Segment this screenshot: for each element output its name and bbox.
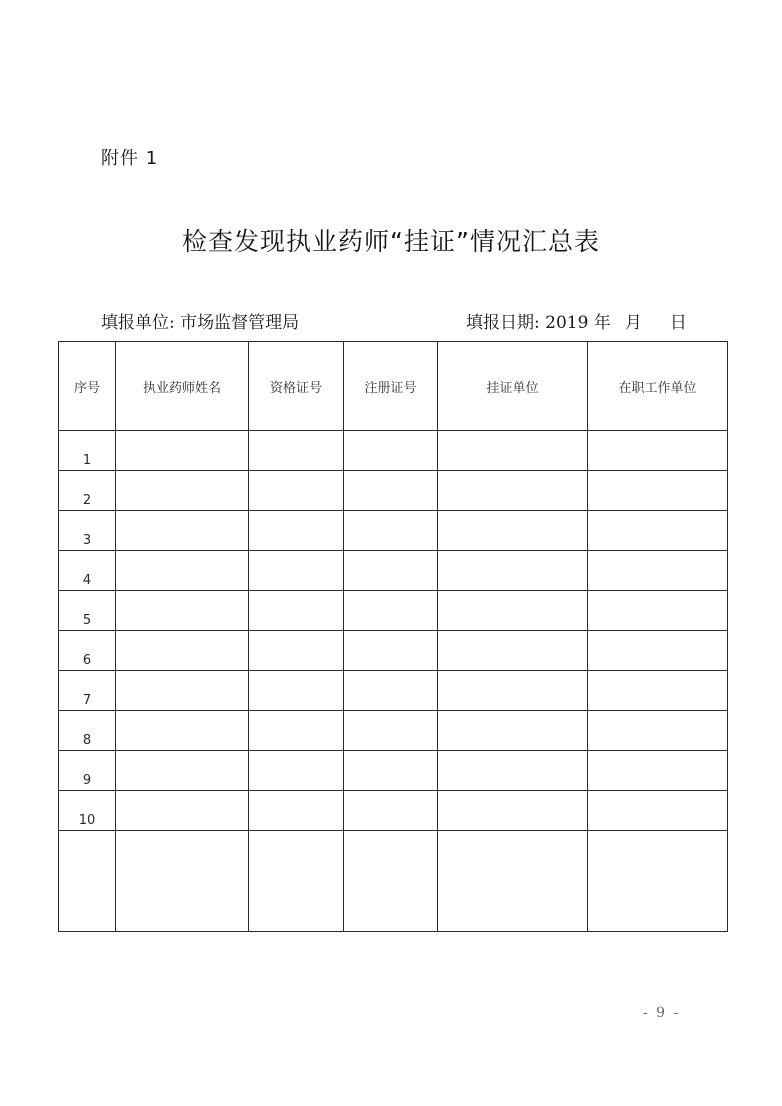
table-row [59, 471, 728, 511]
row-number: 6 [59, 631, 116, 671]
cell-blank[interactable] [588, 831, 728, 932]
cell-blank[interactable] [59, 831, 116, 932]
cell-affiliated-unit[interactable] [438, 751, 588, 791]
table-row [59, 511, 728, 551]
cell-blank[interactable] [344, 831, 438, 932]
header-employer-unit: 在职工作单位 [588, 342, 728, 431]
cell-affiliated-unit[interactable] [438, 791, 588, 831]
cell-qualification-no[interactable] [249, 671, 344, 711]
row-number: 9 [59, 751, 116, 791]
cell-pharmacist-name[interactable] [116, 791, 249, 831]
fill-date-month: 月 [624, 313, 642, 333]
cell-pharmacist-name[interactable] [116, 591, 249, 631]
row-number: 2 [59, 471, 116, 511]
cell-pharmacist-name[interactable] [116, 711, 249, 751]
cell-pharmacist-name[interactable] [116, 751, 249, 791]
cell-registration-no[interactable] [344, 591, 438, 631]
cell-affiliated-unit[interactable] [438, 431, 588, 471]
row-number: 5 [59, 591, 116, 631]
attachment-label: 附件 1 [101, 148, 159, 169]
table-row [59, 631, 728, 671]
cell-registration-no[interactable] [344, 711, 438, 751]
table-row [59, 431, 728, 471]
row-number: 4 [59, 551, 116, 591]
table-row [59, 551, 728, 591]
cell-employer-unit[interactable] [588, 711, 728, 751]
table-row [59, 591, 728, 631]
cell-pharmacist-name[interactable] [116, 671, 249, 711]
cell-affiliated-unit[interactable] [438, 631, 588, 671]
header-registration-no: 注册证号 [344, 342, 438, 431]
cell-employer-unit[interactable] [588, 551, 728, 591]
cell-employer-unit[interactable] [588, 751, 728, 791]
row-number: 8 [59, 711, 116, 751]
table-row [59, 751, 728, 791]
cell-registration-no[interactable] [344, 631, 438, 671]
cell-qualification-no[interactable] [249, 511, 344, 551]
fill-unit-label: 填报单位: 市场监督管理局 [101, 313, 300, 333]
cell-blank[interactable] [249, 831, 344, 932]
cell-registration-no[interactable] [344, 511, 438, 551]
cell-pharmacist-name[interactable] [116, 551, 249, 591]
cell-qualification-no[interactable] [249, 591, 344, 631]
cell-qualification-no[interactable] [249, 431, 344, 471]
cell-affiliated-unit[interactable] [438, 471, 588, 511]
page-title: 检查发现执业药师“挂证”情况汇总表 [182, 227, 600, 256]
cell-qualification-no[interactable] [249, 791, 344, 831]
header-qualification-no: 资格证号 [249, 342, 344, 431]
cell-employer-unit[interactable] [588, 471, 728, 511]
cell-registration-no[interactable] [344, 471, 438, 511]
cell-employer-unit[interactable] [588, 431, 728, 471]
cell-affiliated-unit[interactable] [438, 511, 588, 551]
cell-qualification-no[interactable] [249, 711, 344, 751]
cell-employer-unit[interactable] [588, 591, 728, 631]
row-number: 7 [59, 671, 116, 711]
cell-pharmacist-name[interactable] [116, 511, 249, 551]
cell-blank[interactable] [438, 831, 588, 932]
table-header-row [59, 342, 728, 431]
row-number: 10 [59, 791, 116, 831]
cell-qualification-no[interactable] [249, 551, 344, 591]
table-row-blank [59, 831, 728, 932]
cell-registration-no[interactable] [344, 551, 438, 591]
cell-pharmacist-name[interactable] [116, 631, 249, 671]
cell-qualification-no[interactable] [249, 471, 344, 511]
cell-registration-no[interactable] [344, 751, 438, 791]
row-number: 3 [59, 511, 116, 551]
header-pharmacist-name: 执业药师姓名 [116, 342, 249, 431]
cell-affiliated-unit[interactable] [438, 671, 588, 711]
table-row [59, 791, 728, 831]
header-affiliated-unit: 挂证单位 [438, 342, 588, 431]
summary-table [58, 341, 728, 932]
fill-date-day: 日 [669, 313, 687, 333]
cell-pharmacist-name[interactable] [116, 431, 249, 471]
cell-qualification-no[interactable] [249, 751, 344, 791]
fill-date-label: 填报日期: 2019 年 [466, 313, 611, 333]
cell-employer-unit[interactable] [588, 791, 728, 831]
cell-employer-unit[interactable] [588, 631, 728, 671]
cell-affiliated-unit[interactable] [438, 551, 588, 591]
row-number: 1 [59, 431, 116, 471]
header-serial: 序号 [59, 342, 116, 431]
cell-affiliated-unit[interactable] [438, 711, 588, 751]
cell-blank[interactable] [116, 831, 249, 932]
table-row [59, 711, 728, 751]
cell-employer-unit[interactable] [588, 511, 728, 551]
cell-registration-no[interactable] [344, 431, 438, 471]
fill-date [466, 308, 687, 333]
cell-pharmacist-name[interactable] [116, 471, 249, 511]
table-row [59, 671, 728, 711]
page-number: - 9 - [643, 1005, 681, 1021]
cell-qualification-no[interactable] [249, 631, 344, 671]
cell-employer-unit[interactable] [588, 671, 728, 711]
cell-registration-no[interactable] [344, 671, 438, 711]
cell-registration-no[interactable] [344, 791, 438, 831]
cell-affiliated-unit[interactable] [438, 591, 588, 631]
